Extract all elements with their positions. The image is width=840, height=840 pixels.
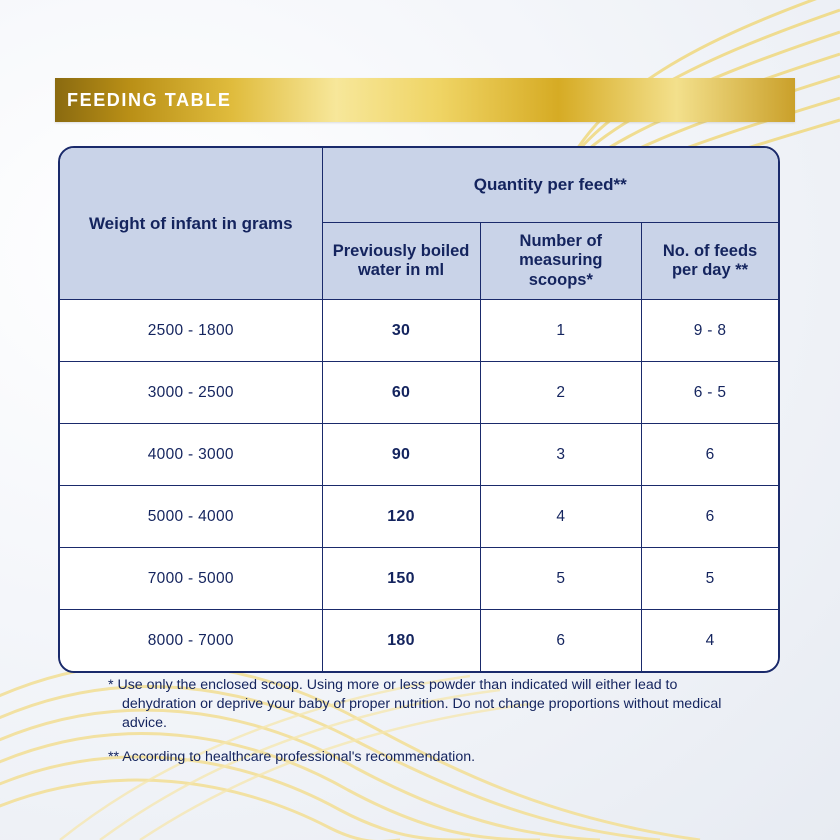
cell-weight: 3000 - 2500 (60, 362, 322, 424)
footnote-recommendation: ** According to healthcare professional's recommendation. (108, 748, 476, 765)
feeding-table (60, 148, 778, 671)
cell-water: 150 (322, 548, 480, 610)
cell-feeds: 5 (642, 548, 778, 610)
feeding-table-container (58, 146, 780, 673)
table-row (60, 548, 778, 610)
table-header-row-1 (60, 148, 778, 223)
column-header-scoops-line2: measuring scoops* (519, 251, 603, 289)
cell-water: 60 (322, 362, 480, 424)
column-header-weight: Weight of infant in grams (60, 148, 322, 300)
cell-feeds: 6 - 5 (642, 362, 778, 424)
cell-water: 90 (322, 424, 480, 486)
column-header-feeds-line1: No. of feeds (662, 241, 758, 260)
page-title: FEEDING TABLE (67, 90, 232, 110)
cell-scoops: 6 (480, 610, 642, 672)
table-row (60, 486, 778, 548)
cell-weight: 4000 - 3000 (60, 424, 322, 486)
table-header (60, 148, 778, 300)
cell-water: 180 (322, 610, 480, 672)
column-header-boiled-water-line2: water in ml (357, 261, 445, 280)
cell-weight: 8000 - 7000 (60, 610, 322, 672)
table-row (60, 300, 778, 362)
footnotes (108, 676, 748, 767)
cell-feeds: 6 (642, 424, 778, 486)
cell-scoops: 1 (480, 300, 642, 362)
column-header-boiled-water-line1: Previously boiled (332, 241, 470, 260)
cell-weight: 2500 - 1800 (60, 300, 322, 362)
cell-scoops: 3 (480, 424, 642, 486)
cell-weight: 7000 - 5000 (60, 548, 322, 610)
cell-water: 120 (322, 486, 480, 548)
table-row (60, 362, 778, 424)
column-header-scoops (480, 223, 642, 300)
table-body (60, 300, 778, 672)
table-row (60, 610, 778, 672)
footnote-scoop: * Use only the enclosed scoop. Using more or less powder than indicated will either lead to dehydration or deprive your baby of proper nutrition. Do not change proportions without medical advice. (108, 677, 722, 732)
cell-weight: 5000 - 4000 (60, 486, 322, 548)
cell-feeds: 9 - 8 (642, 300, 778, 362)
cell-feeds: 4 (642, 610, 778, 672)
column-header-boiled-water (322, 223, 480, 300)
column-header-feeds-line2: per day ** (671, 261, 749, 280)
table-row (60, 424, 778, 486)
column-header-scoops-line1: Number of (519, 232, 603, 250)
cell-feeds: 6 (642, 486, 778, 548)
column-header-quantity-per-feed: Quantity per feed** (322, 148, 778, 223)
cell-water: 30 (322, 300, 480, 362)
cell-scoops: 2 (480, 362, 642, 424)
feeding-table-header-band (55, 78, 795, 122)
cell-scoops: 4 (480, 486, 642, 548)
cell-scoops: 5 (480, 548, 642, 610)
column-header-feeds-per-day (642, 223, 778, 300)
